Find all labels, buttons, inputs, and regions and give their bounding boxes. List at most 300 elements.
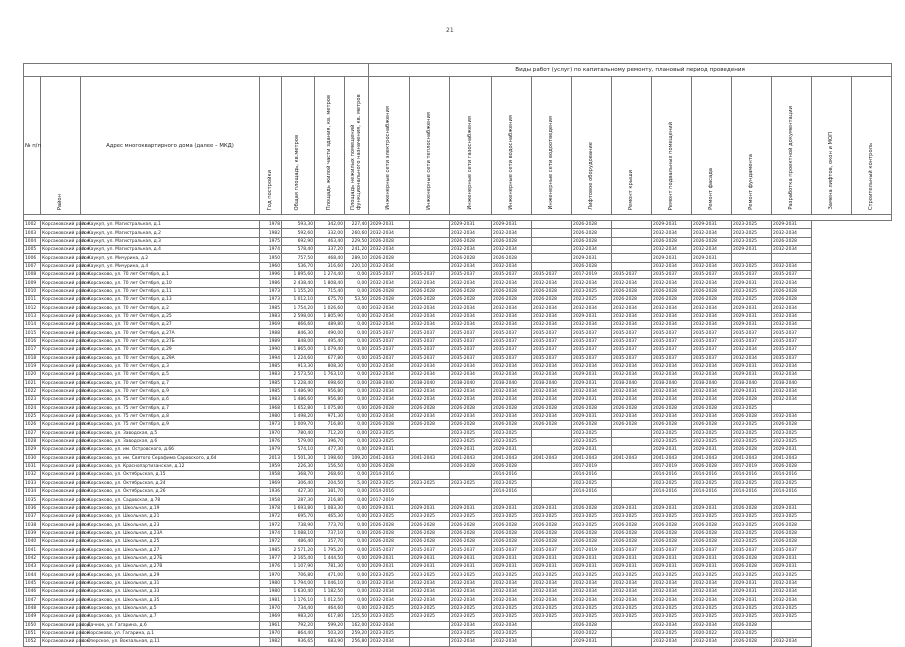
- cell-total-area: 1 176,10: [282, 596, 315, 604]
- table-row: [24, 371, 892, 379]
- cell-work-facade: 2035-2037: [692, 329, 732, 337]
- cell-work-elevator: 2017-2019: [572, 462, 612, 470]
- cell-total-area: 792,20: [282, 621, 315, 629]
- cell-work-foundation: 2023-2025: [732, 513, 772, 521]
- cell-nonliving-area: 0,00: [345, 513, 369, 521]
- cell-work-heating: 2029-2031: [410, 563, 450, 571]
- cell-work-design-docs: [772, 404, 812, 412]
- cell-district: Корсаковский район: [42, 347, 90, 353]
- cell-work-sewage: [532, 638, 572, 646]
- table-row: [24, 354, 892, 362]
- cell-nonliving-area: 0,00: [345, 521, 369, 529]
- cell-total-area: 2 438,40: [282, 279, 315, 287]
- cell-nonliving-area: 227,40: [345, 221, 369, 229]
- cell-work-basement: 2029-2031: [652, 504, 692, 512]
- cell-work-gas: 2041-2043: [450, 454, 492, 462]
- cell-work-gas: 2026-2028: [450, 254, 492, 262]
- cell-work-water: 2026-2028: [492, 237, 532, 245]
- col-work-foundation-header: [732, 77, 772, 215]
- cell-work-elevator: 2032-2034: [572, 362, 612, 370]
- cell-work-elevator: 2026-2028: [572, 404, 612, 412]
- cell-work-gas: 2026-2028: [450, 237, 492, 245]
- cell-work-elevator: 2035-2037: [572, 346, 612, 354]
- cell-work-sewage: [532, 229, 572, 237]
- cell-work-water: 2023-2025: [492, 571, 532, 579]
- cell-row-number: 1033: [24, 479, 41, 487]
- cell-work-water: 2026-2028: [492, 404, 532, 412]
- cell-nonliving-area: 0,00: [345, 404, 369, 412]
- cell-living-area: 698,60: [315, 379, 345, 387]
- cell-row-number: 1037: [24, 513, 41, 521]
- cell-living-area: 465,30: [315, 513, 345, 521]
- cell-work-water: 2032-2034: [492, 371, 532, 379]
- cell-district: Корсаковский район: [42, 522, 90, 528]
- cell-nonliving-area: 0,00: [345, 287, 369, 295]
- cell-work-electricity: 2032-2034: [369, 321, 410, 329]
- cell-row-number: 1027: [24, 429, 41, 437]
- cell-work-sewage: [532, 471, 572, 479]
- cell-work-roof: [612, 621, 652, 629]
- cell-build-year: 1968: [260, 404, 282, 412]
- cell-living-area: 716,80: [315, 421, 345, 429]
- cell-build-year: 2013: [260, 454, 282, 462]
- cell-row-number: 1024: [24, 404, 41, 412]
- cell-total-area: 738,90: [282, 521, 315, 529]
- cell-work-design-docs: [772, 496, 812, 504]
- col-work-roof-header: [612, 77, 652, 215]
- cell-address: п. Каукуп, ул. Мичурина, д.4: [81, 262, 260, 270]
- cell-build-year: 1969: [260, 613, 282, 621]
- cell-work-foundation: 2014-2016: [732, 488, 772, 496]
- cell-row-number: 1010: [24, 287, 41, 295]
- col-district-label: Район: [56, 193, 63, 210]
- cell-work-basement: 2026-2028: [652, 287, 692, 295]
- cell-work-basement: 2035-2037: [652, 546, 692, 554]
- cell-work-facade: 2026-2028: [692, 237, 732, 245]
- cell-living-area: 1 805,90: [315, 312, 345, 320]
- cell-district: Корсаковский район: [42, 589, 90, 595]
- cell-work-elevator: 2029-2031: [572, 412, 612, 420]
- cell-work-heating: 2026-2028: [410, 296, 450, 304]
- cell-work-roof: [612, 237, 652, 245]
- cell-work-electricity: 2026-2028: [369, 521, 410, 529]
- cell-build-year: 1972: [260, 521, 282, 529]
- cell-row-number: 1042: [24, 554, 41, 562]
- cell-work-roof: [612, 221, 652, 229]
- cell-work-heating: 2029-2031: [410, 504, 450, 512]
- cell-work-foundation: 2023-2025: [732, 221, 772, 229]
- cell-work-foundation: 2023-2025: [732, 429, 772, 437]
- cell-work-water: 2035-2037: [492, 337, 532, 345]
- cell-work-heating: 2032-2034: [410, 579, 450, 587]
- cell-work-heating: 2023-2025: [410, 604, 450, 612]
- cell-work-foundation: 2029-2031: [732, 588, 772, 596]
- cell-district: Корсаковский район: [42, 255, 90, 261]
- cell-row-number: 1034: [24, 488, 41, 496]
- cell-work-gas: 2032-2034: [450, 262, 492, 270]
- cell-work-facade: 2035-2037: [692, 337, 732, 345]
- table-row: [24, 571, 892, 579]
- cell-address: п. Корсаково, ул. 70 лет Октября, д.5: [81, 371, 260, 379]
- cell-work-sewage: [532, 488, 572, 496]
- cell-work-sewage: 2032-2034: [532, 304, 572, 312]
- cell-build-year: 1977: [260, 554, 282, 562]
- cell-living-area: 1 075,80: [315, 404, 345, 412]
- col-work-label: Ремонт фасада: [707, 168, 714, 210]
- cell-row-number: 1006: [24, 254, 41, 262]
- cell-nonliving-area: 289,10: [345, 254, 369, 262]
- cell-work-heating: 2035-2037: [410, 346, 450, 354]
- cell-living-area: 477,30: [315, 446, 345, 454]
- cell-work-elevator: 2029-2031: [572, 554, 612, 562]
- cell-work-heating: 2026-2028: [410, 521, 450, 529]
- cell-nonliving-area: 0,00: [345, 504, 369, 512]
- cell-work-heating: 2035-2037: [410, 546, 450, 554]
- cell-work-sewage: 2038-2040: [532, 379, 572, 387]
- cell-district: Корсаковский район: [42, 405, 90, 411]
- cell-work-facade: 2032-2034: [692, 596, 732, 604]
- cell-work-water: 2035-2037: [492, 546, 532, 554]
- cell-work-water: 2032-2034: [492, 362, 532, 370]
- cell-work-electricity: 2032-2034: [369, 262, 410, 270]
- cell-work-design-docs: 2035-2037: [772, 271, 812, 279]
- cell-work-sewage: [532, 462, 572, 470]
- cell-address: п. Корсаково, ул. 70 лет Октября, д.27Б: [81, 337, 260, 345]
- cell-build-year: 1950: [260, 254, 282, 262]
- cell-work-basement: 2029-2031: [652, 446, 692, 454]
- cell-living-area: 357,70: [315, 538, 345, 546]
- cell-nonliving-area: 0,00: [345, 421, 369, 429]
- col-total-area-label: Общая площадь, кв.метров: [294, 134, 301, 210]
- cell-address: п. Корсаково, ул. Школьная, д.31: [81, 579, 260, 587]
- cell-address: с. Дачное, ул. Гагарина, д.6: [81, 621, 260, 629]
- cell-work-heating: 2023-2025: [410, 613, 450, 621]
- cell-work-foundation: 2029-2031: [732, 371, 772, 379]
- cell-work-sewage: 2026-2028: [532, 538, 572, 546]
- cell-work-elevator: [572, 496, 612, 504]
- cell-work-facade: 2023-2025: [692, 571, 732, 579]
- cell-build-year: 1974: [260, 529, 282, 537]
- cell-work-facade: 2032-2034: [692, 321, 732, 329]
- cell-work-water: 2032-2034: [492, 304, 532, 312]
- cell-build-year: 1986: [260, 279, 282, 287]
- cell-work-basement: 2032-2034: [652, 396, 692, 404]
- cell-total-area: 1 794,00: [282, 579, 315, 587]
- table-row: [24, 271, 892, 279]
- cell-work-electricity: 2032-2034: [369, 362, 410, 370]
- cell-build-year: 1978: [260, 221, 282, 229]
- cell-work-water: 2029-2031: [492, 563, 532, 571]
- cell-work-foundation: 2023-2025: [732, 421, 772, 429]
- cell-work-elevator: 2035-2037: [572, 329, 612, 337]
- cell-work-basement: 2029-2031: [652, 554, 692, 562]
- cell-work-facade: 2032-2034: [692, 588, 732, 596]
- cell-nonliving-area: 0,00: [345, 371, 369, 379]
- cell-work-water: 2035-2037: [492, 346, 532, 354]
- cell-living-area: 471,00: [315, 571, 345, 579]
- cell-work-electricity: 2023-2025: [369, 513, 410, 521]
- cell-living-area: 1 795,20: [315, 546, 345, 554]
- cell-work-electricity: 2017-2019: [369, 496, 410, 504]
- cell-address: п. Корсаково, ул. Школьная, д.5: [81, 604, 260, 612]
- cell-work-heating: [410, 471, 450, 479]
- cell-living-area: 1 444,50: [315, 554, 345, 562]
- cell-row-number: 1035: [24, 496, 41, 504]
- cell-work-design-docs: 2035-2037: [772, 329, 812, 337]
- cell-address: п. Корсаково, ул. 70 лет Октября, д.27А: [81, 329, 260, 337]
- cell-work-electricity: 2032-2034: [369, 579, 410, 587]
- cell-work-design-docs: 2029-2031: [772, 504, 812, 512]
- cell-work-roof: 2032-2034: [612, 387, 652, 395]
- cell-work-roof: [612, 471, 652, 479]
- cell-row-number: 1029: [24, 446, 41, 454]
- cell-nonliving-area: 0,00: [345, 554, 369, 562]
- cell-total-area: 1 486,90: [282, 387, 315, 395]
- cell-work-foundation: 2023-2025: [732, 229, 772, 237]
- cell-work-roof: 2023-2025: [612, 513, 652, 521]
- cell-work-foundation: 2029-2031: [732, 321, 772, 329]
- cell-row-number: 1048: [24, 604, 41, 612]
- col-year-label: Год постройки: [266, 169, 273, 210]
- cell-work-heating: [410, 246, 450, 254]
- cell-living-area: 1 083,30: [315, 504, 345, 512]
- cell-address: п. Корсаково, ул. 70 лет Октября, д.29А: [81, 354, 260, 362]
- cell-work-sewage: 2035-2037: [532, 354, 572, 362]
- cell-work-foundation: 2026-2028: [732, 621, 772, 629]
- cell-row-number: 1021: [24, 379, 41, 387]
- cell-work-heating: 2032-2034: [410, 304, 450, 312]
- cell-work-roof: [612, 254, 652, 262]
- cell-district: Корсаковский район: [42, 330, 90, 336]
- cell-work-water: 2026-2028: [492, 462, 532, 470]
- cell-work-electricity: 2026-2028: [369, 287, 410, 295]
- table-row: [24, 529, 892, 537]
- cell-living-area: 715,40: [315, 287, 345, 295]
- col-work-water-header: [492, 77, 532, 215]
- cell-address: п. Корсаково, ул. 70 лет Октября, д.1: [81, 271, 260, 279]
- table-row: [24, 604, 892, 612]
- cell-work-foundation: 2023-2025: [732, 604, 772, 612]
- table-row: [24, 421, 892, 429]
- cell-work-foundation: 2026-2028: [732, 563, 772, 571]
- cell-address: п. Корсаково, ул. 70 лет Октября, д.7: [81, 379, 260, 387]
- cell-nonliving-area: 0,00: [345, 596, 369, 604]
- cell-work-water: 2035-2037: [492, 329, 532, 337]
- cell-work-design-docs: 2023-2025: [772, 429, 812, 437]
- cell-total-area: 1 630,40: [282, 588, 315, 596]
- cell-nonliving-area: 109,20: [345, 454, 369, 462]
- cell-district: Корсаковский район: [42, 639, 90, 645]
- cell-work-sewage: [532, 246, 572, 254]
- cell-row-number: 1020: [24, 371, 41, 379]
- cell-work-gas: 2029-2031: [450, 221, 492, 229]
- cell-district: Корсаковский район: [42, 597, 90, 603]
- cell-work-electricity: 2026-2028: [369, 237, 410, 245]
- cell-work-gas: 2023-2025: [450, 479, 492, 487]
- cell-work-basement: 2032-2034: [652, 638, 692, 646]
- cell-work-electricity: 2035-2037: [369, 337, 410, 345]
- cell-district: Корсаковский район: [42, 272, 90, 278]
- cell-living-area: 971,30: [315, 412, 345, 420]
- cell-work-roof: 2026-2028: [612, 287, 652, 295]
- cell-build-year: 1979: [260, 446, 282, 454]
- cell-living-area: 316,60: [315, 262, 345, 270]
- cell-build-year: 1973: [260, 421, 282, 429]
- cell-living-area: 332,00: [315, 229, 345, 237]
- cell-work-design-docs: 2032-2034: [772, 304, 812, 312]
- cell-row-number: 1050: [24, 621, 41, 629]
- cell-nonliving-area: 0,00: [345, 496, 369, 504]
- cell-work-elevator: 2032-2034: [572, 588, 612, 596]
- cell-work-gas: 2023-2025: [450, 604, 492, 612]
- cell-work-roof: 2029-2031: [612, 563, 652, 571]
- cell-work-water: 2032-2034: [492, 621, 532, 629]
- cell-work-basement: 2032-2034: [652, 246, 692, 254]
- cell-living-area: 1 808,40: [315, 279, 345, 287]
- cell-work-heating: [410, 254, 450, 262]
- cell-build-year: 1982: [260, 638, 282, 646]
- table-row: [24, 621, 892, 629]
- cell-work-facade: 2035-2037: [692, 546, 732, 554]
- cell-work-sewage: 2023-2025: [532, 513, 572, 521]
- cell-work-elevator: 2026-2028: [572, 529, 612, 537]
- cell-build-year: 1936: [260, 488, 282, 496]
- cell-district: Корсаковский район: [42, 422, 90, 428]
- cell-nonliving-area: 0,00: [345, 571, 369, 579]
- cell-nonliving-area: 0,00: [345, 271, 369, 279]
- cell-address: п. Корсаково, ул. 75 лет Октября, д.7: [81, 404, 260, 412]
- cell-work-elevator: 2017-2019: [572, 271, 612, 279]
- cell-work-sewage: 2032-2034: [532, 387, 572, 395]
- col-work-label: Инженерные сети электроснабжения: [385, 106, 392, 210]
- cell-work-sewage: [532, 629, 572, 637]
- cell-address: п. Корсаково, ул. 70 лет Октября, д.25: [81, 312, 260, 320]
- cell-living-area: 489,80: [315, 321, 345, 329]
- cell-work-water: 2026-2028: [492, 521, 532, 529]
- cell-row-number: 1007: [24, 262, 41, 270]
- cell-work-sewage: 2035-2037: [532, 329, 572, 337]
- cell-row-number: 1028: [24, 437, 41, 445]
- cell-work-gas: 2026-2028: [450, 521, 492, 529]
- cell-nonliving-area: 259,20: [345, 629, 369, 637]
- cell-work-elevator: 2023-2025: [572, 296, 612, 304]
- cell-work-basement: 2032-2034: [652, 387, 692, 395]
- cell-work-facade: 2038-2040: [692, 379, 732, 387]
- table-row: [24, 579, 892, 587]
- cell-row-number: 1046: [24, 588, 41, 596]
- page-number: 21: [446, 27, 454, 34]
- cell-work-gas: 2035-2037: [450, 329, 492, 337]
- cell-work-facade: 2029-2031: [692, 254, 732, 262]
- cell-address: п. Корсаково, ул. им. Островского, д.66: [81, 446, 260, 454]
- cell-work-electricity: 2026-2028: [369, 529, 410, 537]
- cell-work-foundation: 2023-2025: [732, 296, 772, 304]
- cell-total-area: 593,30: [282, 221, 315, 229]
- table-row: [24, 412, 892, 420]
- table-row: [24, 321, 892, 329]
- cell-address: п. Корсаково, ул. 70 лет Октября, д.3: [81, 362, 260, 370]
- cell-work-heating: 2026-2028: [410, 287, 450, 295]
- cell-total-area: 1 754,20: [282, 304, 315, 312]
- cell-work-gas: 2035-2037: [450, 354, 492, 362]
- col-total-area-header: [282, 77, 315, 215]
- cell-address: п. Корсаково, ул. Школьная, д.29: [81, 571, 260, 579]
- cell-work-elevator: 2023-2025: [572, 571, 612, 579]
- cell-build-year: 1985: [260, 379, 282, 387]
- cell-living-area: 381,70: [315, 488, 345, 496]
- cell-work-heating: 2032-2034: [410, 596, 450, 604]
- col-address-header: [81, 77, 260, 215]
- cell-living-area: 1 763,10: [315, 371, 345, 379]
- cell-total-area: 692,90: [282, 237, 315, 245]
- cell-nonliving-area: 0,00: [345, 387, 369, 395]
- cell-work-heating: 2032-2034: [410, 412, 450, 420]
- cell-work-facade: 2029-2031: [692, 221, 732, 229]
- cell-work-sewage: 2032-2034: [532, 321, 572, 329]
- cell-work-elevator: 2035-2037: [572, 354, 612, 362]
- cell-work-gas: 2029-2031: [450, 446, 492, 454]
- cell-work-elevator: 2029-2031: [572, 638, 612, 646]
- cell-work-facade: 2032-2034: [692, 396, 732, 404]
- cell-work-facade: 2029-2031: [692, 563, 732, 571]
- col-work-elevator-header: [572, 77, 612, 215]
- cell-total-area: 2 571,20: [282, 546, 315, 554]
- cell-work-elevator: 2041-2043: [572, 454, 612, 462]
- cell-nonliving-area: 0,00: [345, 579, 369, 587]
- cell-work-foundation: 2035-2037: [732, 546, 772, 554]
- cell-work-roof: 2032-2034: [612, 321, 652, 329]
- cell-work-foundation: 2014-2016: [732, 471, 772, 479]
- table-row: [24, 538, 892, 546]
- cell-work-facade: 2026-2028: [692, 421, 732, 429]
- cell-build-year: 1978: [260, 504, 282, 512]
- cell-work-gas: 2032-2034: [450, 412, 492, 420]
- cell-total-area: 913,30: [282, 362, 315, 370]
- col-work-label: Инженерные сети водоснабжения: [507, 115, 514, 210]
- cell-district: Корсаковский район: [42, 547, 90, 553]
- cell-work-roof: 2026-2028: [612, 404, 652, 412]
- cell-work-gas: 2032-2034: [450, 596, 492, 604]
- cell-work-electricity: 2032-2034: [369, 371, 410, 379]
- col-work-facade-header: [692, 77, 732, 215]
- table-row: [24, 254, 892, 262]
- cell-living-area: 1 046,10: [315, 579, 345, 587]
- cell-work-sewage: 2023-2025: [532, 571, 572, 579]
- cell-work-facade: 2032-2034: [692, 262, 732, 270]
- col-nonliving-area-header: [345, 77, 369, 215]
- cell-build-year: 1973: [260, 287, 282, 295]
- cell-total-area: 1 155,20: [282, 287, 315, 295]
- cell-work-water: 2032-2034: [492, 588, 532, 596]
- cell-living-area: 781,30: [315, 563, 345, 571]
- cell-work-design-docs: 2023-2025: [772, 437, 812, 445]
- cell-address: п. Корсаково, ул. Школьная, д.23: [81, 521, 260, 529]
- cell-work-elevator: 2020-2022: [572, 629, 612, 637]
- cell-work-water: 2026-2028: [492, 296, 532, 304]
- cell-address: п. Корсаково, ул. 70 лет Октября, д.27: [81, 321, 260, 329]
- cell-district: Корсаковский район: [42, 464, 90, 470]
- cell-work-electricity: 2023-2025: [369, 429, 410, 437]
- cell-work-water: 2023-2025: [492, 437, 532, 445]
- cell-work-roof: 2026-2028: [612, 529, 652, 537]
- col-living-area-label: Площадь жилой части здания, кв. метров: [325, 94, 332, 210]
- cell-work-water: 2029-2031: [492, 504, 532, 512]
- cell-work-design-docs: 2023-2025: [772, 613, 812, 621]
- cell-work-facade: 2032-2034: [692, 312, 732, 320]
- cell-address: п. Каукуп, ул. Магистральная, д.3: [81, 237, 260, 245]
- cell-work-basement: 2032-2034: [652, 362, 692, 370]
- table-row: [24, 246, 892, 254]
